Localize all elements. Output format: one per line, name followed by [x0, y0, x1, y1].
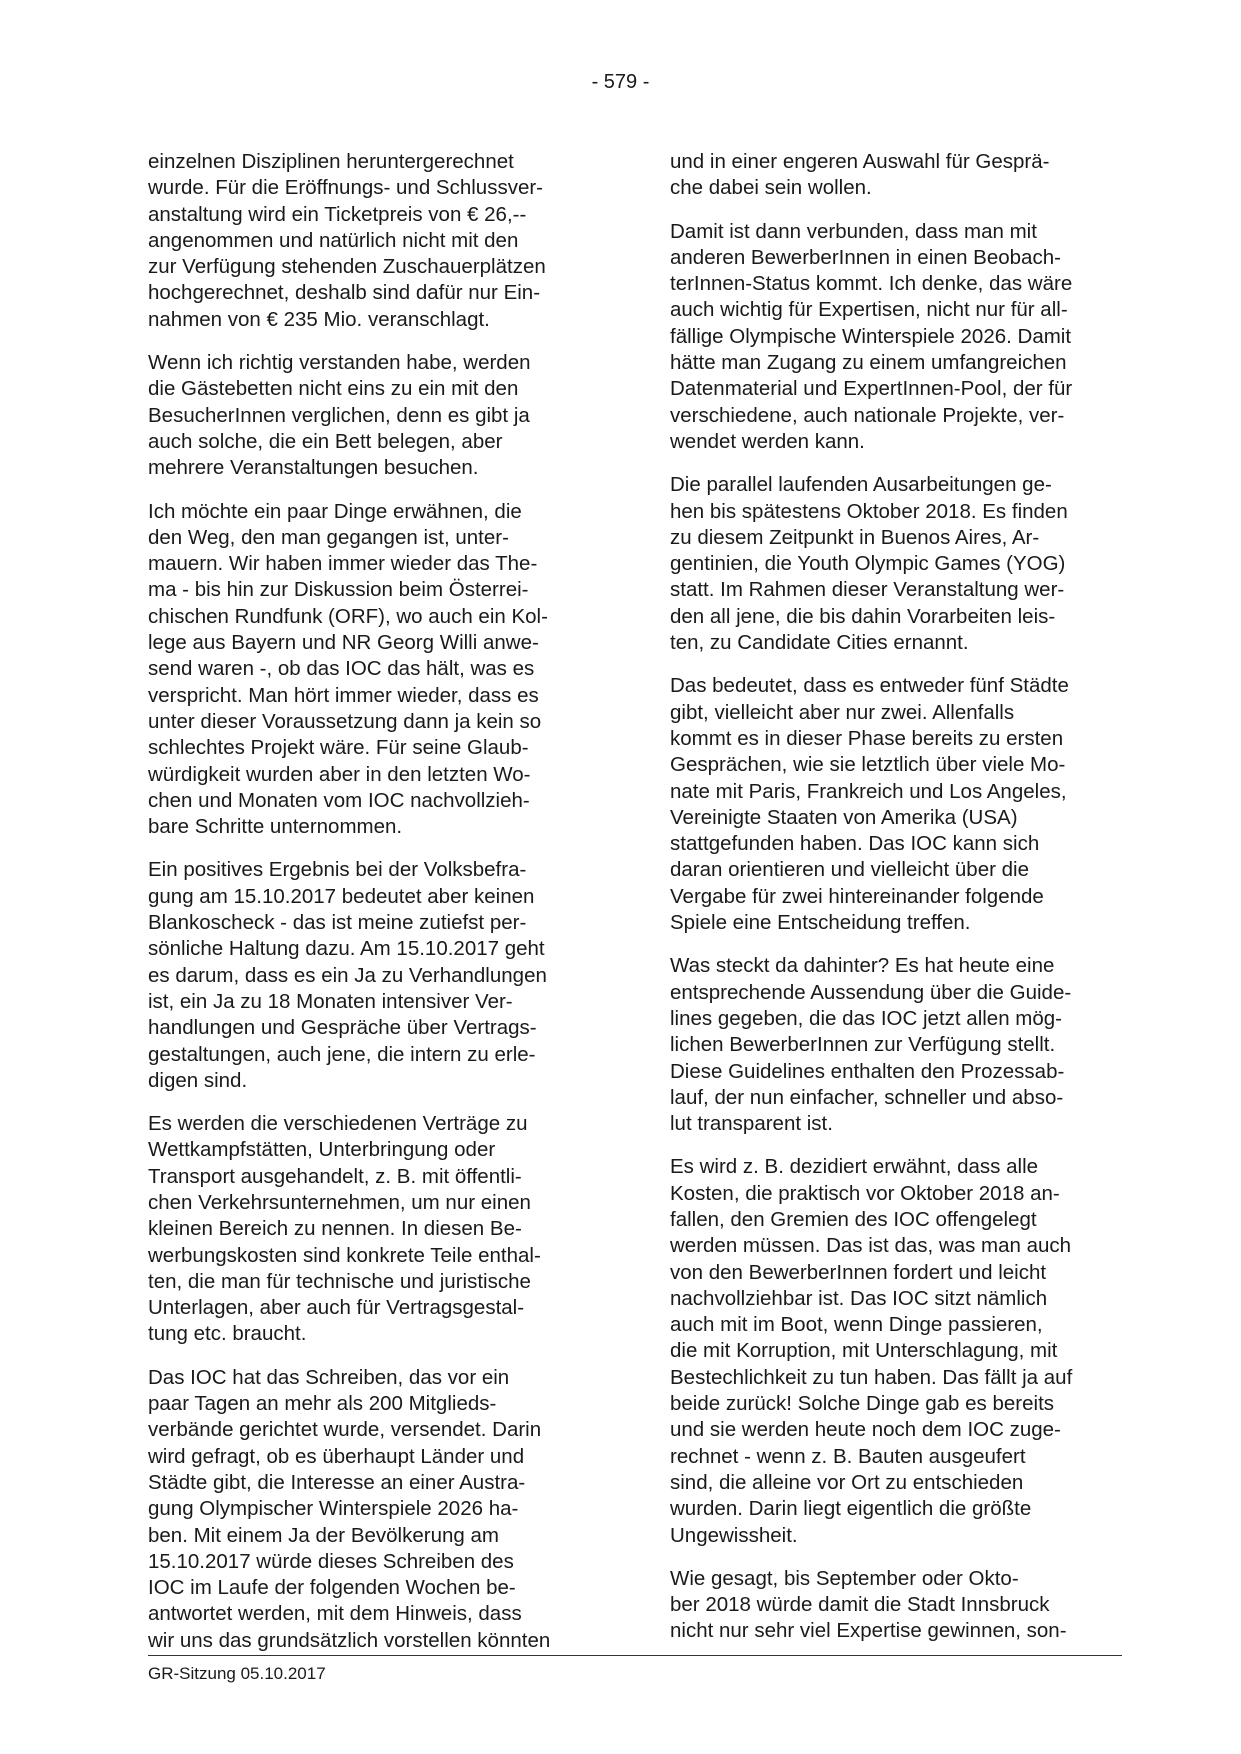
text-line: mehrere Veranstaltungen besuchen. [148, 456, 479, 480]
text-line: Damit ist dann verbunden, dass man mit [670, 219, 1037, 243]
text-line: Wenn ich richtig verstanden habe, werden [148, 351, 531, 375]
text-line: ist, ein Ja zu 18 Monaten intensiver Ver- [148, 989, 513, 1013]
paragraph [670, 149, 1120, 202]
text-line: statt. Im Rahmen dieser Veranstaltung wer- [670, 578, 1065, 602]
text-line: chen Verkehrsunternehmen, um nur einen [148, 1190, 531, 1214]
text-line: wird gefragt, ob es überhaupt Länder und [148, 1444, 525, 1468]
footer-divider [148, 1655, 1122, 1656]
text-line: ten, die man für technische und juristische [148, 1269, 531, 1293]
text-line: hochgerechnet, deshalb sind dafür nur Ein- [148, 281, 541, 305]
text-line: hen bis spätestens Oktober 2018. Es finden [670, 499, 1068, 523]
text-line: ben. Mit einem Ja der Bevölkerung am [148, 1523, 499, 1547]
text-line: digen sind. [148, 1068, 248, 1092]
text-line: Vergabe für zwei hintereinander folgende [670, 884, 1044, 908]
paragraph [670, 472, 1120, 656]
text-line: die mit Korruption, mit Unterschlagung, mit [670, 1339, 1058, 1363]
text-line: Blankoscheck - das ist meine zutiefst per- [148, 911, 527, 935]
text-line: von den BewerberInnen fordert und leicht [670, 1260, 1047, 1284]
text-line: Ungewissheit. [670, 1523, 798, 1547]
text-line: und in einer engeren Auswahl für Gesprä- [670, 150, 1050, 173]
text-line: beide zurück! Solche Dinge gab es bereits [670, 1392, 1055, 1416]
text-line: wurde. Für die Eröffnungs- und Schlussver- [148, 176, 544, 200]
text-line: gibt, vielleicht aber nur zwei. Allenfalls [670, 700, 1015, 724]
text-line: gung am 15.10.2017 bedeutet aber keinen [148, 884, 535, 908]
paragraph [670, 673, 1120, 936]
text-line: Die parallel laufenden Ausarbeitungen ge- [670, 473, 1052, 497]
text-line: chischen Rundfunk (ORF), wo auch ein Kol- [148, 604, 548, 628]
paragraph [148, 1111, 598, 1348]
text-line: Wie gesagt, bis September oder Okto- [670, 1566, 1019, 1590]
text-line: paar Tagen an mehr als 200 Mitglieds- [148, 1392, 497, 1416]
text-line: angenommen und natürlich nicht mit den [148, 228, 519, 252]
text-line: und sie werden heute noch dem IOC zuge- [670, 1418, 1061, 1442]
text-line: Gesprächen, wie sie letztlich über viele Mo- [670, 753, 1066, 777]
text-line: Was steckt da dahinter? Es hat heute eine [670, 954, 1055, 978]
text-line: stattgefunden haben. Das IOC kann sich [670, 832, 1040, 856]
text-line: handlungen und Gespräche über Vertrags- [148, 1016, 537, 1040]
text-line: lege aus Bayern und NR Georg Willi anwe- [148, 631, 539, 655]
text-line: tung etc. braucht. [148, 1322, 307, 1346]
text-line: lichen BewerberInnen zur Verfügung stellt. [670, 1033, 1056, 1057]
paragraph [670, 1154, 1120, 1548]
paragraph [670, 953, 1120, 1137]
text-line: chen und Monaten vom IOC nachvollzieh- [148, 788, 530, 812]
text-line: Das IOC hat das Schreiben, das vor ein [148, 1365, 510, 1389]
text-line: terInnen-Status kommt. Ich denke, das wäre [670, 272, 1073, 296]
text-line: Wettkampfstätten, Unterbringung oder [148, 1138, 496, 1162]
paragraph [148, 149, 598, 333]
text-line: Vereinigte Staaten von Amerika (USA) [670, 805, 1018, 829]
paragraph [148, 1365, 598, 1654]
text-line: gung Olympischer Winterspiele 2026 ha- [148, 1497, 519, 1521]
text-line: kleinen Bereich zu nennen. In diesen Be- [148, 1217, 522, 1241]
text-line: Es wird z. B. dezidiert erwähnt, dass alle [670, 1155, 1039, 1179]
text-line: Datenmaterial und ExpertInnen-Pool, der für [670, 377, 1073, 401]
text-line: lut transparent ist. [670, 1112, 833, 1136]
text-line: anderen BewerberInnen in einen Beobach- [670, 245, 1061, 269]
text-line: es darum, dass es ein Ja zu Verhandlungen [148, 963, 547, 987]
text-line: den all jene, die bis dahin Vorarbeiten leis- [670, 604, 1056, 628]
text-line: fallen, den Gremien des IOC offengelegt [670, 1207, 1037, 1231]
text-line: werden müssen. Das ist das, was man auch [670, 1234, 1072, 1258]
text-line: wendet werden kann. [670, 429, 865, 453]
text-line: send waren -, ob das IOC das hält, was es [148, 657, 535, 681]
text-line: verschiedene, auch nationale Projekte, ver- [670, 403, 1065, 427]
text-line: lauf, der nun einfacher, schneller und abso- [670, 1085, 1064, 1109]
text-line: daran orientieren und vielleicht über die [670, 858, 1029, 882]
paragraph [670, 1566, 1120, 1645]
text-line: nachvollziehbar ist. Das IOC sitzt nämlich [670, 1286, 1048, 1310]
text-line: lines gegeben, die das IOC jetzt allen mög- [670, 1006, 1063, 1030]
paragraph [148, 857, 598, 1094]
text-line: Transport ausgehandelt, z. B. mit öffentli- [148, 1164, 522, 1188]
text-line: Städte gibt, die Interesse an einer Austra- [148, 1470, 526, 1494]
text-line: Diese Guidelines enthalten den Prozessab- [670, 1059, 1065, 1083]
text-line: fällige Olympische Winterspiele 2026. Damit [670, 324, 1072, 348]
text-line: den Weg, den man gegangen ist, unter- [148, 525, 509, 549]
text-line: schlechtes Projekt wäre. Für seine Glaub- [148, 736, 529, 760]
paragraph [148, 350, 598, 481]
text-line: gentinien, die Youth Olympic Games (YOG) [670, 552, 1066, 576]
text-line: BesucherInnen verglichen, denn es gibt ja [148, 403, 530, 427]
footer-session-date: GR-Sitzung 05.10.2017 [148, 1664, 326, 1683]
text-line: Bestechlichkeit zu tun haben. Das fällt ja auf [670, 1365, 1073, 1389]
text-line: die Gästebetten nicht eins zu ein mit den [148, 377, 519, 401]
text-line: zur Verfügung stehenden Zuschauerplätzen [148, 255, 546, 279]
text-line: auch wichtig für Expertisen, nicht nur für all- [670, 298, 1068, 322]
text-line: würdigkeit wurden aber in den letzten Wo- [148, 762, 531, 786]
text-line: che dabei sein wollen. [670, 176, 872, 200]
text-line: antwortet werden, mit dem Hinweis, dass [148, 1602, 522, 1626]
text-line: werbungskosten sind konkrete Teile enthal- [148, 1243, 541, 1267]
text-line: bare Schritte unternommen. [148, 815, 403, 839]
text-line: auch mit im Boot, wenn Dinge passieren, [670, 1313, 1043, 1337]
text-line: ma - bis hin zur Diskussion beim Österrei- [148, 578, 529, 602]
text-line: kommt es in dieser Phase bereits zu ersten [670, 726, 1064, 750]
text-line: wurden. Darin liegt eigentlich die größte [670, 1497, 1032, 1521]
left-text-column [148, 149, 598, 1671]
text-line: anstaltung wird ein Ticketpreis von € 26,-- [148, 202, 527, 226]
text-line: mauern. Wir haben immer wieder das The- [148, 552, 538, 576]
right-text-column [670, 149, 1120, 1662]
text-line: gestaltungen, auch jene, die intern zu erle- [148, 1042, 536, 1066]
page-number: - 579 - [591, 71, 650, 93]
text-line: ten, zu Candidate Cities ernannt. [670, 631, 969, 655]
paragraph [670, 219, 1120, 456]
text-line: verbände gerichtet wurde, versendet. Darin [148, 1418, 542, 1442]
text-line: rechnet - wenn z. B. Bauten ausgeufert [670, 1444, 1026, 1468]
text-line: Unterlagen, aber auch für Vertragsgestal- [148, 1296, 525, 1320]
text-line: wir uns das grundsätzlich vorstellen könnten [148, 1628, 551, 1652]
text-line: 15.10.2017 würde dieses Schreiben des [148, 1549, 514, 1573]
text-line: Ein positives Ergebnis bei der Volksbefra- [148, 858, 527, 882]
text-line: nate mit Paris, Frankreich und Los Angeles, [670, 779, 1067, 803]
text-line: nicht nur sehr viel Expertise gewinnen, son- [670, 1619, 1067, 1643]
text-line: Es werden die verschiedenen Verträge zu [148, 1112, 528, 1136]
text-line: nahmen von € 235 Mio. veranschlagt. [148, 307, 490, 331]
text-line: sind, die alleine vor Ort zu entschieden [670, 1470, 1024, 1494]
text-line: Ich möchte ein paar Dinge erwähnen, die [148, 499, 522, 523]
text-line: Spiele eine Entscheidung treffen. [670, 911, 971, 935]
text-line: sönliche Haltung dazu. Am 15.10.2017 geht [148, 937, 545, 961]
text-line: einzelnen Disziplinen heruntergerechnet [148, 150, 514, 173]
text-line: zu diesem Zeitpunkt in Buenos Aires, Ar- [670, 525, 1040, 549]
text-line: ber 2018 würde damit die Stadt Innsbruck [670, 1593, 1050, 1617]
text-line: unter dieser Voraussetzung dann ja kein so [148, 709, 542, 733]
paragraph [148, 499, 598, 841]
text-line: IOC im Laufe der folgenden Wochen be- [148, 1576, 516, 1600]
text-line: verspricht. Man hört immer wieder, dass es [148, 683, 539, 707]
text-line: auch solche, die ein Bett belegen, aber [148, 429, 503, 453]
text-line: hätte man Zugang zu einem umfangreichen [670, 351, 1067, 375]
text-line: Kosten, die praktisch vor Oktober 2018 an- [670, 1181, 1060, 1205]
text-line: entsprechende Aussendung über die Guide- [670, 980, 1072, 1004]
text-line: Das bedeutet, dass es entweder fünf Städte [670, 674, 1069, 698]
